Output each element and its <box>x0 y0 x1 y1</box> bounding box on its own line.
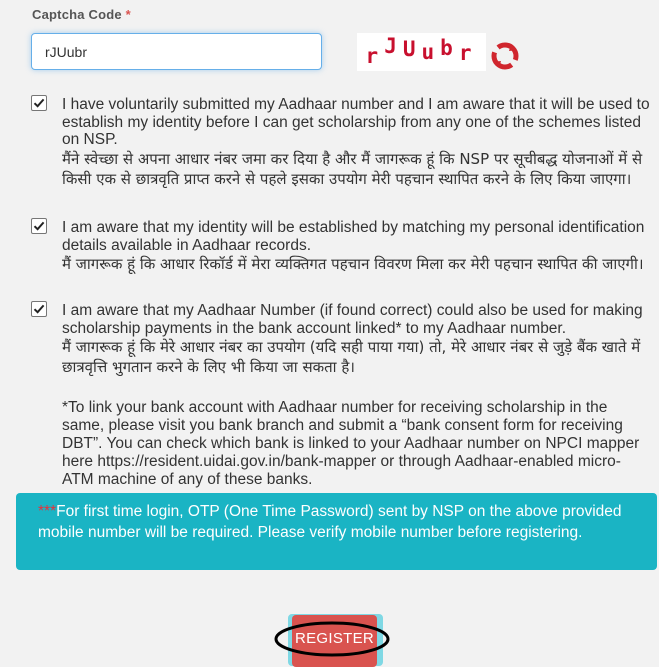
checkmark-icon <box>33 220 45 232</box>
declaration-2 <box>62 219 652 274</box>
bank-link-note: *To link your bank account with Aadhaar number for receiving scholarship in the same, please visit you bank branch and submit a “bank consent form for receiving DBT”. You can check which bank is linked to your Aadhaar number on NPCI mapper here https://resident.uidai.gov.in/bank-mapper or through Aadhaar-enabled micro-ATM machine of any of these banks. <box>62 399 640 488</box>
captcha-char: u <box>421 40 441 64</box>
captcha-label <box>32 7 131 22</box>
checkmark-icon <box>33 97 45 109</box>
captcha-image <box>357 33 486 71</box>
declaration-3-english: I am aware that my Aadhaar Number (if found correct) could also be used for making scholarship payments in the bank account linked* to my Aadhaar number. <box>62 302 643 337</box>
declaration-2-english: I am aware that my identity will be established by matching my personal identification details available in Aadhaar records. <box>62 219 645 254</box>
captcha-char: U <box>402 37 422 61</box>
captcha-label-text: Captcha Code <box>32 7 122 22</box>
declaration-3-hindi: मैं जागरूक हूं कि मेरे आधार नंबर का उपयोग (यदि सही पाया गया) तो, मेरे आधार नंबर से जुड़े बैंक खाते में छात्रवृत्ति भुगतान करने के लिए भी किया जा सकता है। <box>62 338 641 376</box>
declaration-checkbox-3[interactable] <box>31 301 47 317</box>
declaration-checkbox-1[interactable] <box>31 95 47 111</box>
declaration-1-hindi: मैंने स्वेच्छा से अपना आधार नंबर जमा कर दिया है और मैं जागरूक हूं कि NSP पर सूचीबद्ध योजनाओं में से किसी एक से छात्रवृति प्राप्त करने से पहले इसका उपयोग मेरी पहचान स्थापित करने के लिए किया जाएगा। <box>62 149 643 188</box>
captcha-char: J <box>384 34 403 58</box>
captcha-input[interactable] <box>31 33 322 70</box>
declaration-1-english: I have voluntarily submitted my Aadhaar number and I am aware that it will be used to establish my identity before I can get scholarship from any one of the schemes listed on NSP. <box>62 96 650 148</box>
declaration-3 <box>62 302 652 377</box>
required-mark: * <box>125 7 131 22</box>
alert-stars: *** <box>38 503 57 520</box>
declaration-2-hindi: मैं जागरूक हूं कि आधार रिकॉर्ड में मेरा व्यक्तिगत पहचान विवरण मिला कर मेरी पहचान स्थापित की जाएगी। <box>62 255 644 273</box>
refresh-icon[interactable] <box>491 42 519 70</box>
checkmark-icon <box>33 303 45 315</box>
captcha-char: b <box>440 36 459 60</box>
captcha-char: r <box>458 41 478 65</box>
declaration-1 <box>62 96 652 189</box>
alert-text: For first time login, OTP (One Time Password) sent by NSP on the above provided mobile number will be required. Please verify mobile number before registering. <box>38 503 622 541</box>
register-button[interactable]: REGISTER <box>292 615 377 667</box>
captcha-char: r <box>365 44 385 68</box>
otp-alert <box>16 493 657 570</box>
declaration-checkbox-2[interactable] <box>31 218 47 234</box>
